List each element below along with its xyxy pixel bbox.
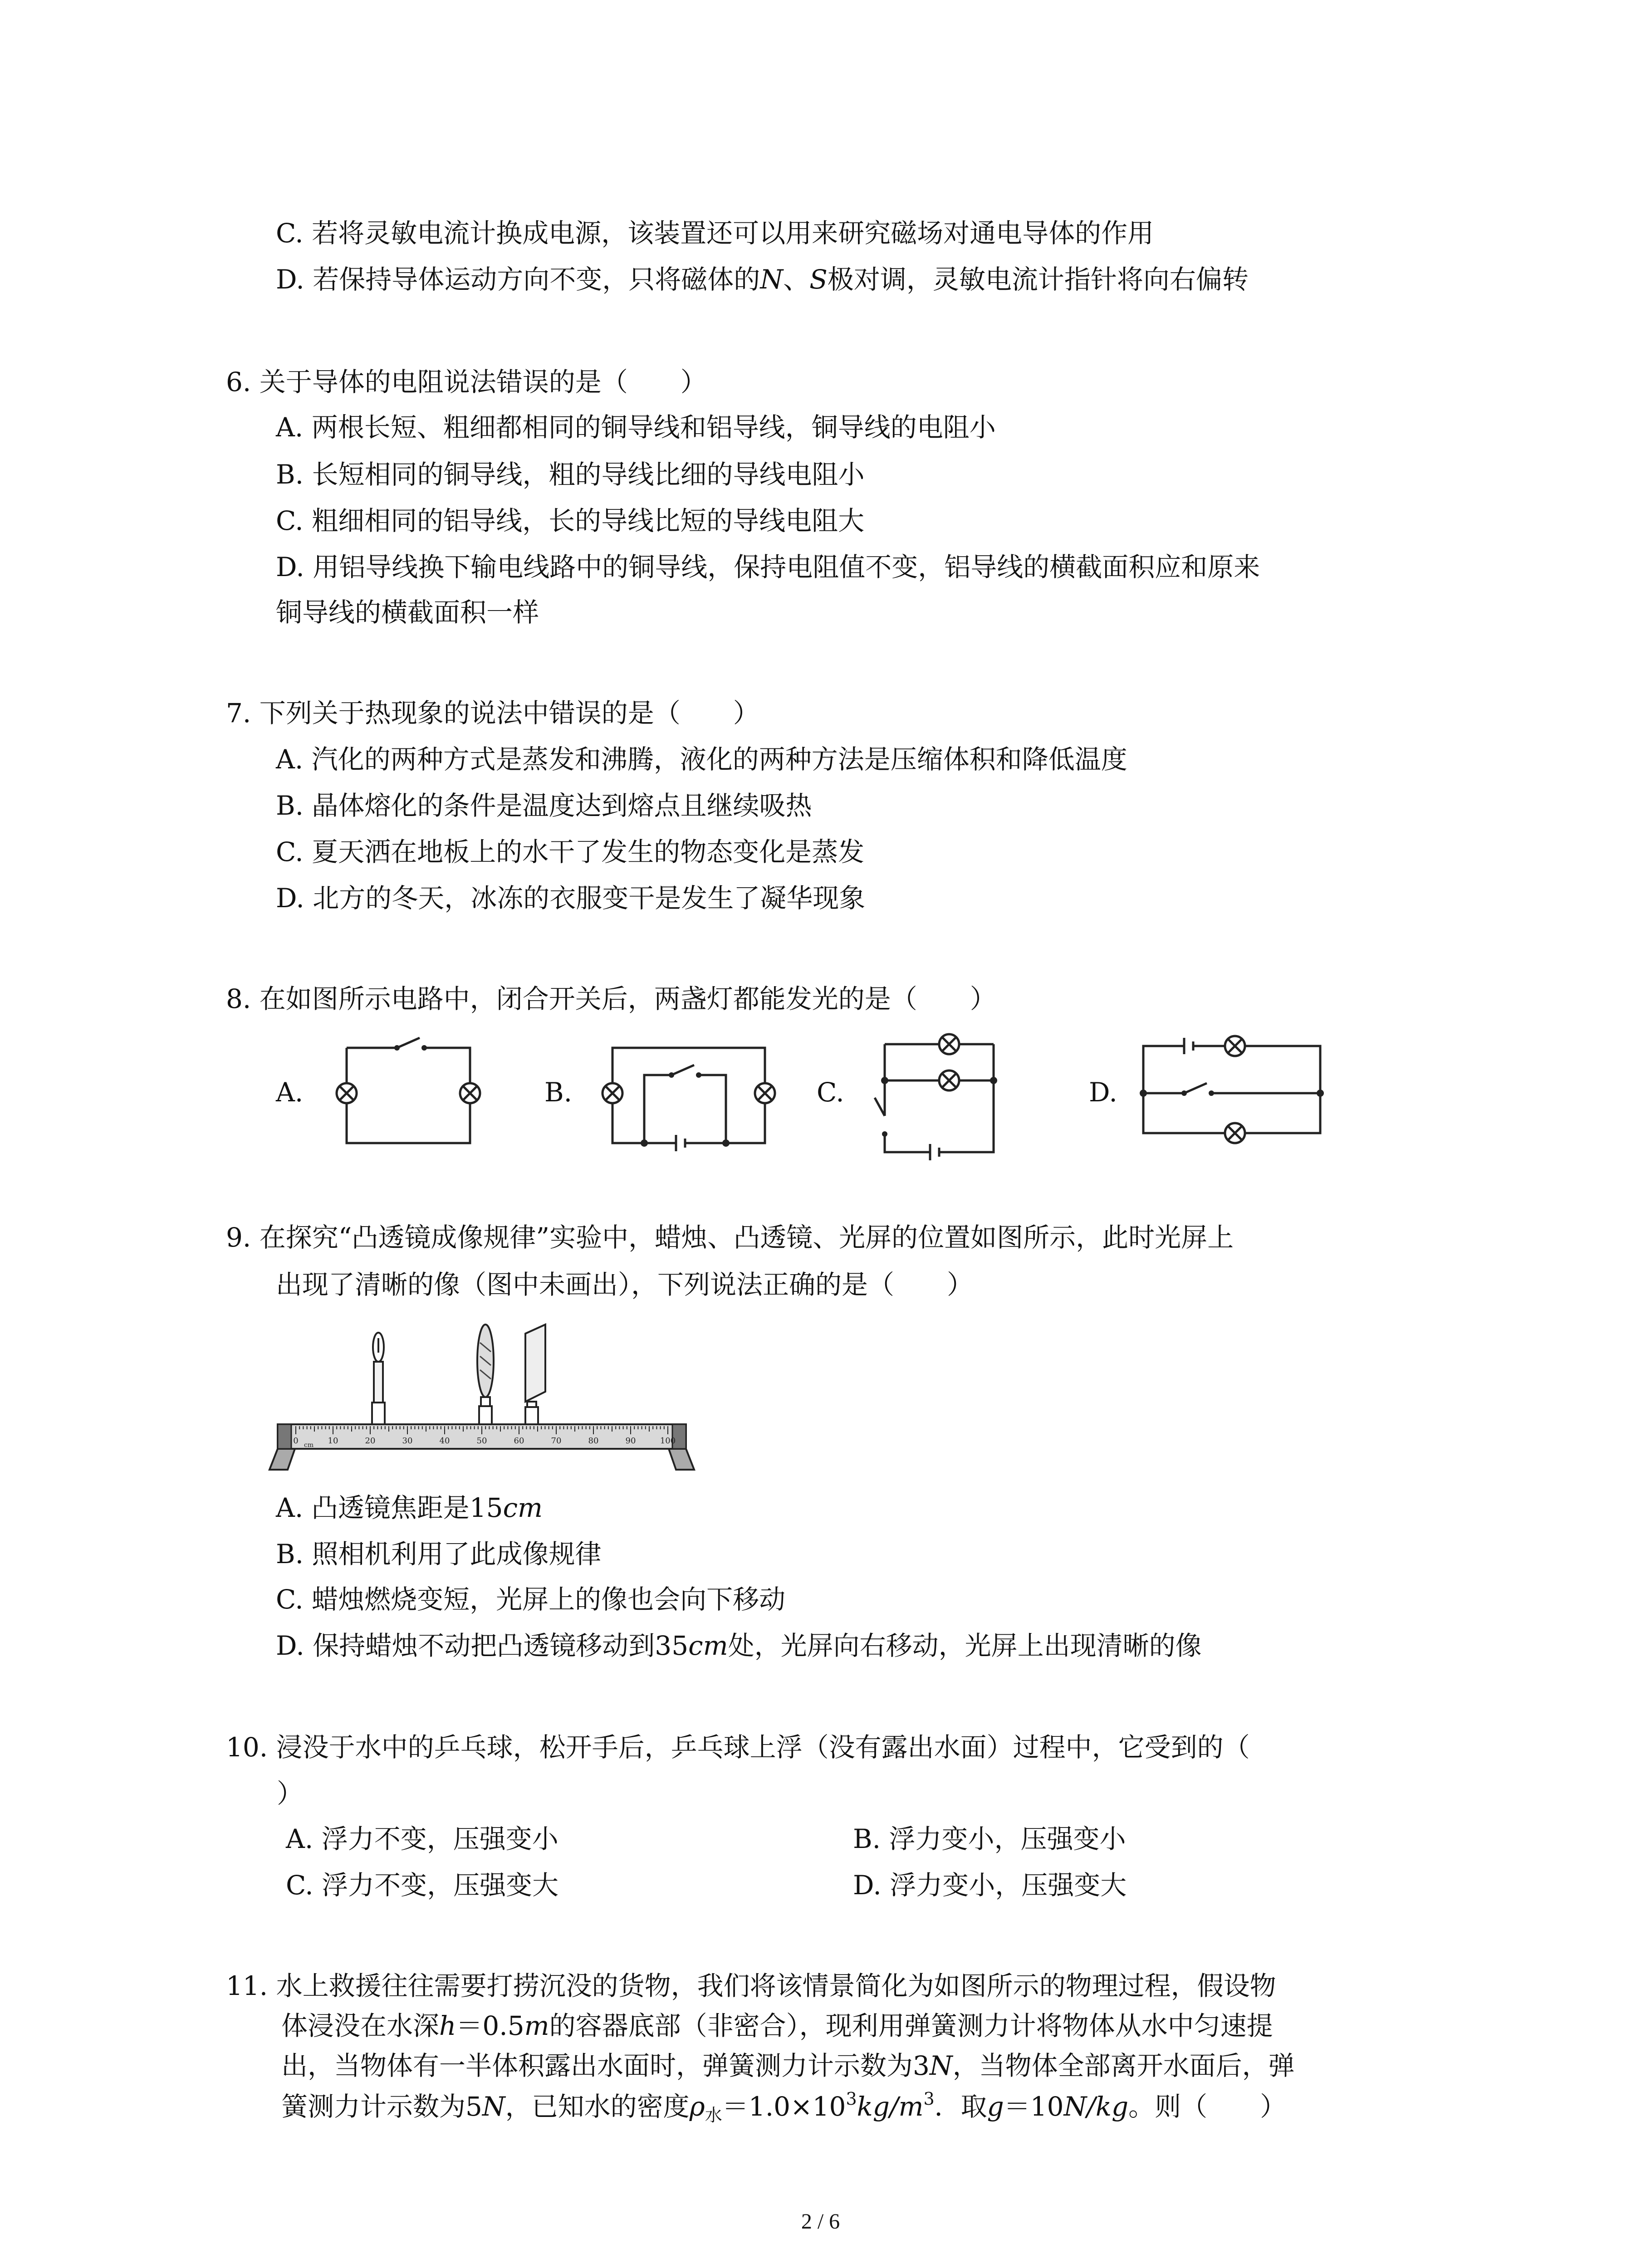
q9-option-a [276,1491,543,1524]
q11-line2 [281,2009,1273,2042]
q5-d-n: N [760,264,784,295]
circuit-a-diagram [318,1034,499,1157]
q11-line3 [281,2049,1295,2082]
bench-tick-label: 0 [293,1436,299,1446]
q10-option-d: D. 浮力变小，压强变大 [853,1870,1127,1901]
q6-option-b: B. 长短相同的铜导线，粗的导线比细的导线电阻小 [276,459,865,490]
q8-label-d: D. [1089,1077,1117,1108]
q10-option-b: B. 浮力变小，压强变小 [853,1823,1126,1854]
q10-option-c: C. 浮力不变，压强变大 [286,1870,559,1901]
q7-option-d: D. 北方的冬天，冰冻的衣服变干是发生了凝华现象 [276,883,866,914]
q11-l4-unit: kg/m [857,2091,924,2122]
bench-tick-label: 60 [514,1436,524,1446]
q9-option-c: C. 蜡烛燃烧变短，光屏上的像也会向下移动 [276,1584,786,1615]
q11-l2-m: m [524,2010,549,2041]
q11-line1: 11. 水上救援往往需要打捞沉没的货物，我们将该情景简化为如图所示的物理过程，假设物 [226,1970,1276,2001]
q11-l4-g-pre: ．取 [934,2091,987,2122]
q9-d-pre: D. 保持蜡烛不动把凸透镜移动到35 [276,1630,689,1661]
q11-l4-rho: ρ [689,2091,705,2122]
bench-tick-label: 20 [365,1436,376,1446]
candle [372,1333,385,1425]
q9-a-pre: A. 凸透镜焦距是15 [276,1492,503,1523]
q11-l4-end: 。则（ ） [1128,2091,1287,2122]
circuit-c-diagram [862,1021,1012,1161]
q6-option-d-line2: 铜导线的横截面积一样 [276,597,539,628]
bench-tick-label: 40 [439,1436,450,1446]
q11-l3-post: ，当物体全部离开水面后，弹 [952,2050,1295,2081]
light-screen [525,1325,545,1425]
q5-option-c: C. 若将灵敏电流计换成电源，该装置还可以用来研究磁场对通电导体的作用 [276,218,1154,249]
page-number: 2 / 6 [801,2209,840,2234]
q8-stem: 8. 在如图所示电路中，闭合开关后，两盏灯都能发光的是（ ） [226,983,996,1014]
bench-tick-label: 50 [476,1436,487,1446]
bench-tick-label: 80 [588,1436,599,1446]
q11-l2-eq: ＝0.5 [456,2010,524,2041]
circuit-d-diagram [1134,1030,1334,1148]
q6-option-d-line1: D. 用铝导线换下输电线路中的铜导线，保持电阻值不变，铝导线的横截面积应和原来 [276,552,1260,582]
q9-option-d [276,1629,1202,1662]
q10-option-a: A. 浮力不变，压强变小 [286,1823,558,1854]
q10-stem-line2: ） [277,1778,304,1809]
q11-l2-pre: 体浸没在水深 [281,2010,440,2041]
q9-d-unit: cm [688,1630,728,1661]
bench-tick-label: 70 [551,1436,562,1446]
q5-d-sep: 、 [783,264,810,295]
q11-line4 [281,2090,1286,2123]
q11-l4-pre: 簧测力计示数为5 [281,2091,482,2122]
bench-tick-label: 10 [328,1436,338,1446]
q11-l4-g-eq: ＝10 [1004,2091,1064,2122]
q10-stem-line1: 10. 浸没于水中的乒乓球，松开手后，乒乓球上浮（没有露出水面）过程中，它受到的（ [226,1732,1250,1763]
q7-option-a: A. 汽化的两种方式是蒸发和沸腾，液化的两种方法是压缩体积和降低温度 [276,744,1127,775]
q11-l4-rho-sub: 水 [705,2105,722,2125]
q5-d-s: S [809,264,828,295]
q5-d-post: 极对调，灵敏电流计指针将向右偏转 [827,264,1249,295]
q11-l3-pre: 出，当物体有一半体积露出水面时，弹簧测力计示数为3 [281,2050,930,2081]
q11-l2-post: 的容器底部（非密合），现利用弹簧测力计将物体从水中匀速提 [549,2010,1273,2041]
bench-tick-label: 30 [402,1436,413,1446]
convex-lens [477,1325,494,1425]
q9-a-unit: cm [503,1492,543,1523]
q5-option-d [276,263,1249,296]
q6-stem: 6. 关于导体的电阻说法错误的是（ ） [226,367,707,397]
q9-stem-line1: 9. 在探究“凸透镜成像规律”实验中，蜡烛、凸透镜、光屏的位置如图所示，此时光屏上 [226,1222,1234,1253]
q5-d-pre: D. 若保持导体运动方向不变，只将磁体的 [276,264,760,295]
bench-tick-label: 90 [625,1436,636,1446]
q6-option-a: A. 两根长短、粗细都相同的铜导线和铝导线，铜导线的电阻小 [276,412,996,443]
q7-stem: 7. 下列关于热现象的说法中错误的是（ ） [226,698,759,728]
q8-label-c: C. [817,1077,844,1108]
optical-bench-diagram [268,1315,703,1488]
q8-label-a: A. [276,1077,304,1108]
q9-option-b: B. 照相机利用了此成像规律 [276,1539,602,1569]
q11-l2-h: h [439,2010,456,2041]
q11-l3-n: N [929,2050,953,2081]
q9-stem-line2: 出现了清晰的像（图中未画出），下列说法正确的是（ ） [276,1269,974,1300]
q11-l4-exp: 3 [846,2089,857,2109]
q8-label-b: B. [544,1077,573,1108]
circuit-b-diagram [590,1034,789,1157]
q11-l4-g: g [987,2091,1004,2122]
q11-l4-n: N [482,2091,505,2122]
q7-option-c: C. 夏天洒在地板上的水干了发生的物态变化是蒸发 [276,836,865,867]
q11-l4-g-unit: N/kg [1063,2091,1129,2122]
bench-tick-label: 100 [660,1436,676,1446]
q11-l4-eq: ＝1.0×10 [722,2091,846,2122]
q7-option-b: B. 晶体熔化的条件是温度达到熔点且继续吸热 [276,790,812,821]
q6-option-c: C. 粗细相同的铝导线，长的导线比短的导线电阻大 [276,505,865,536]
q11-l4-mid: ，已知水的密度 [505,2091,690,2122]
bench-unit: cm [304,1442,314,1449]
q9-d-post: 处，光屏向右移动，光屏上出现清晰的像 [728,1630,1202,1661]
q11-l4-unit-exp: 3 [923,2089,935,2109]
